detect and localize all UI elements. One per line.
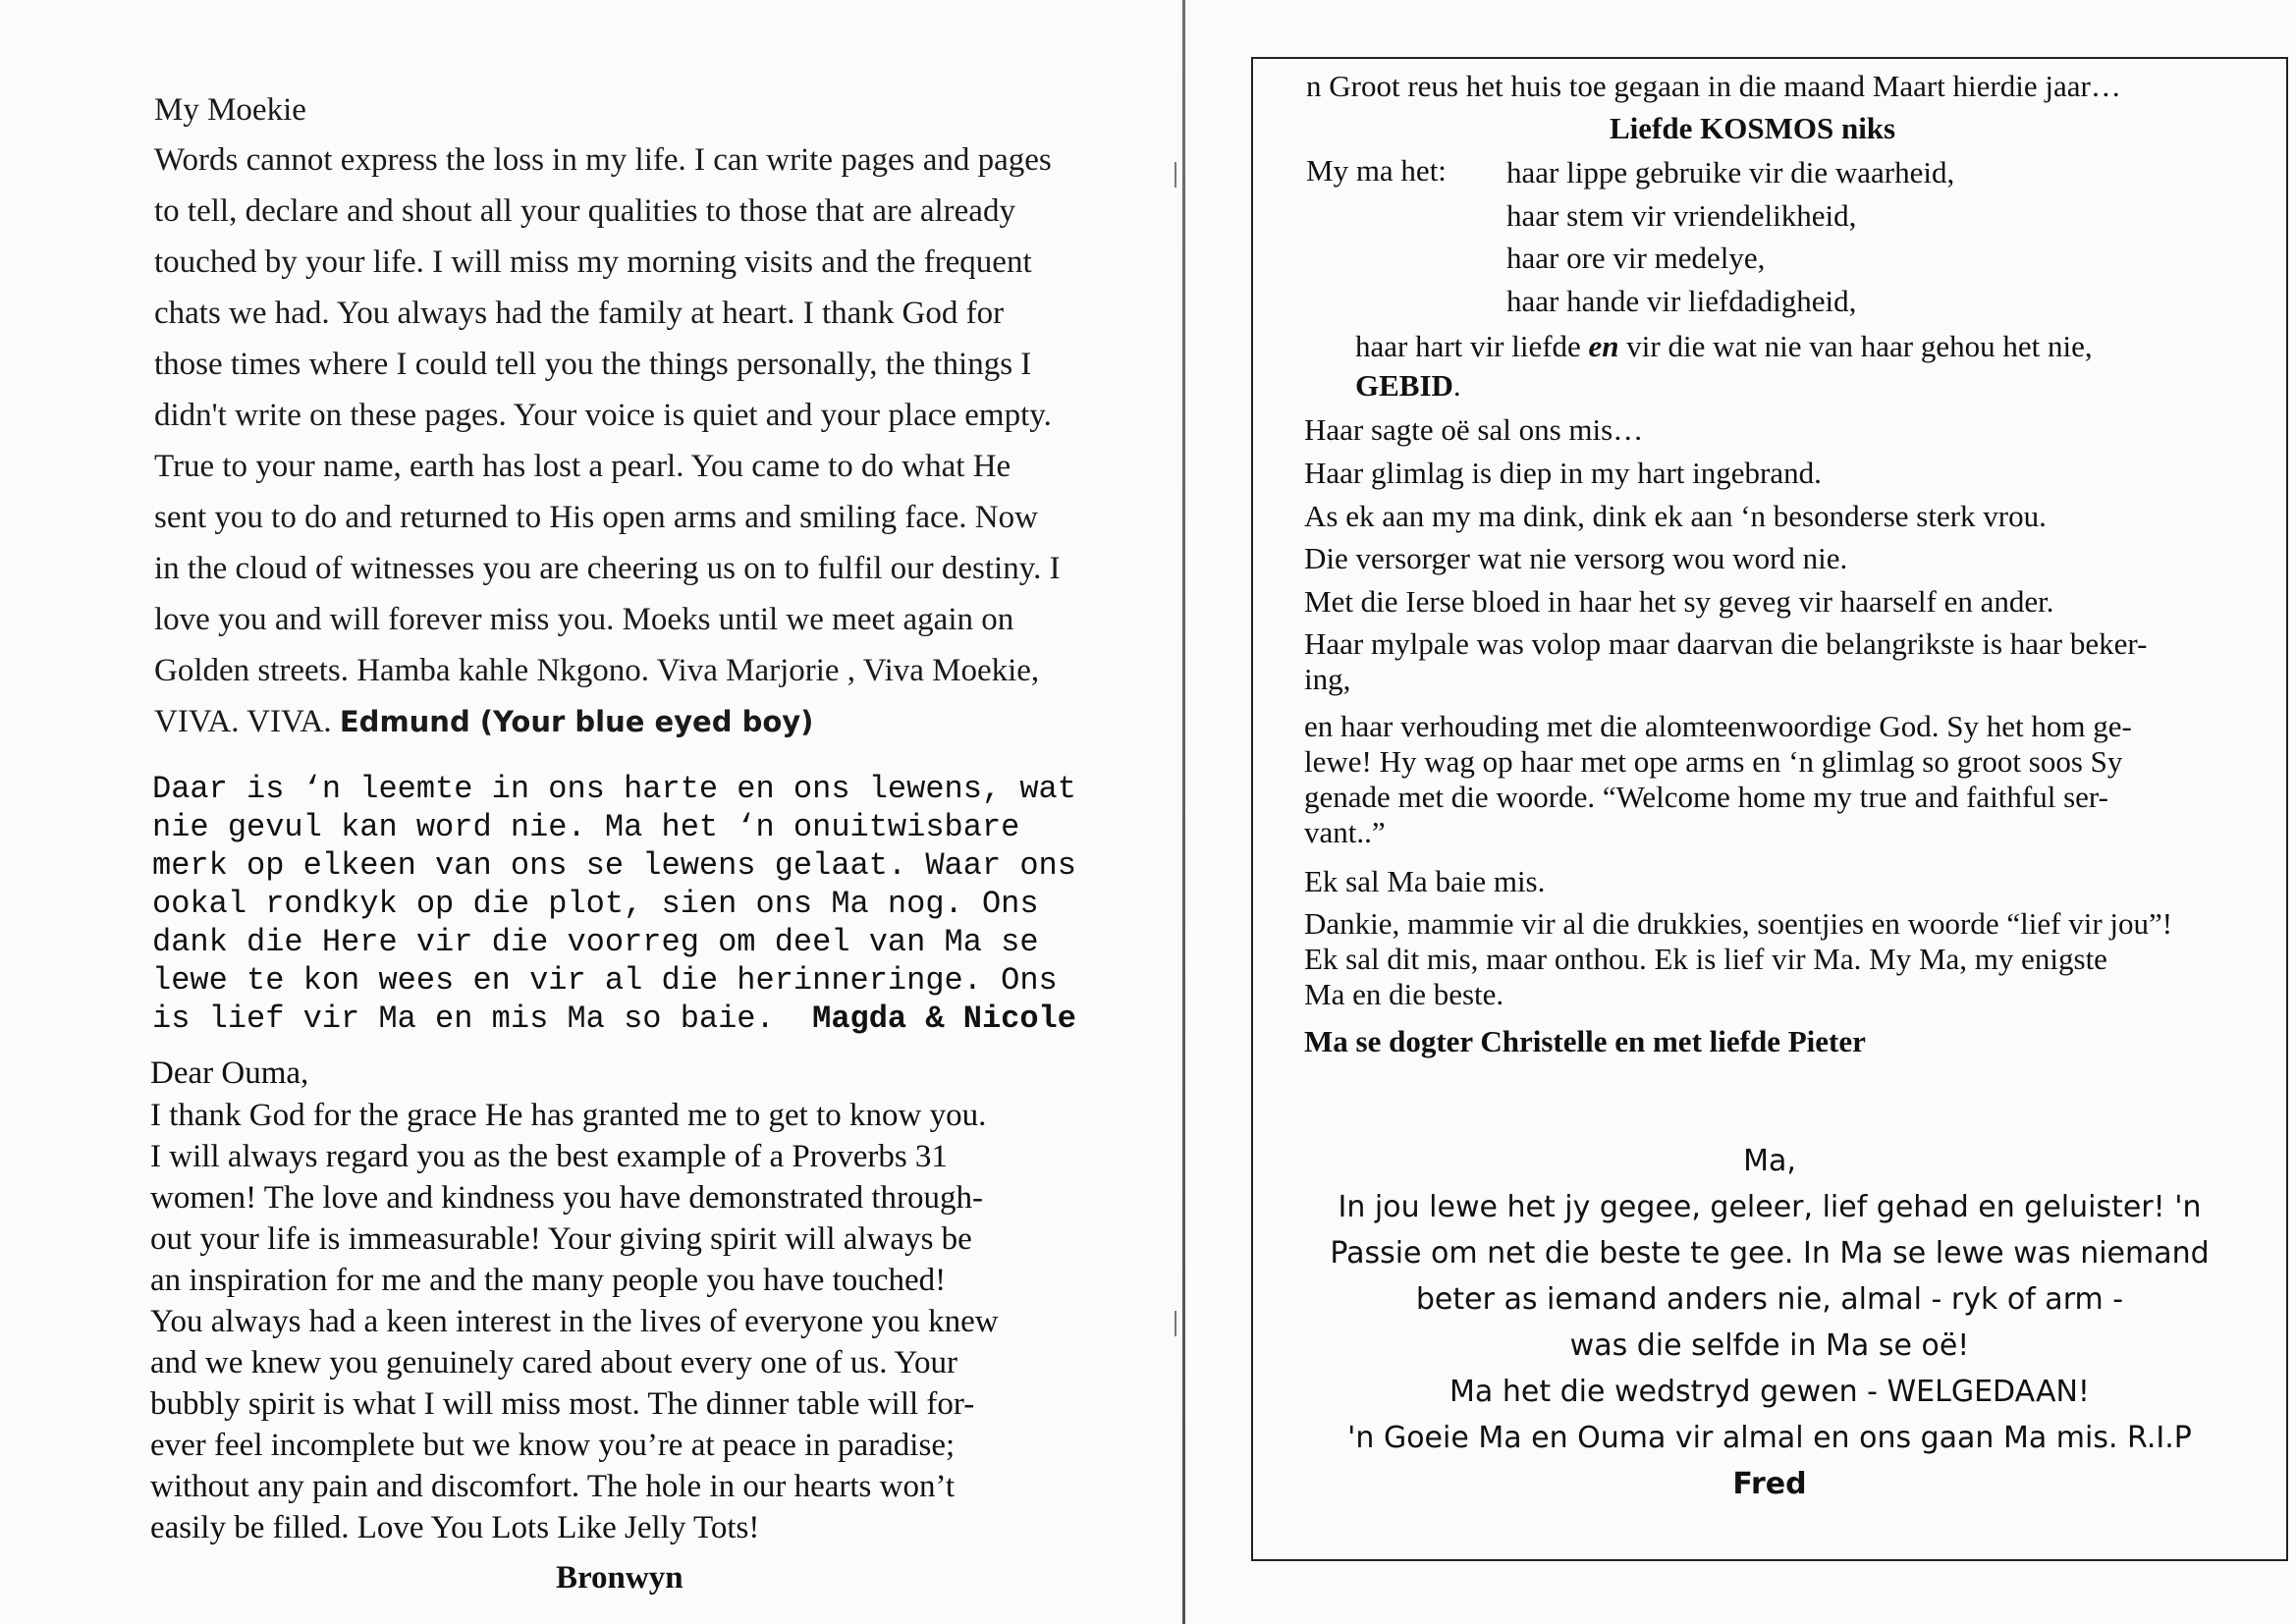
ouma-greeting: Dear Ouma, xyxy=(150,1056,309,1091)
mono-signature: Magda & Nicole xyxy=(812,1001,1076,1037)
intro-line: n Groot reus het huis toe gegaan in die maand Maart hierdie jaar… xyxy=(1306,69,2121,103)
gebid-line xyxy=(1355,368,1461,404)
ouma-line: and we knew you genuinely cared about every one of us. Your xyxy=(150,1345,958,1380)
mono-line: nie gevul kan word nie. Ma het ‘n onuitwisbare xyxy=(152,809,1020,845)
list-item: haar stem vir vriendelikheid, xyxy=(1506,198,1857,233)
ouma-line: without any pain and discomfort. The hole in our hearts won’t xyxy=(150,1469,956,1504)
body-line: vant..” xyxy=(1304,815,1386,849)
ouma-line: easily be filled. Love You Lots Like Jelly Tots! xyxy=(150,1510,760,1545)
list-item: haar ore vir medelye, xyxy=(1506,241,1766,275)
body-line: lewe! Hy wag op haar met ope arms en ‘n glimlag so groot soos Sy xyxy=(1304,744,2123,779)
mono-line: dank die Here vir die voorreg om deel van Ma se xyxy=(152,924,1039,960)
body-line: Haar mylpale was volop maar daarvan die belangrikste is haar beker- xyxy=(1304,626,2148,661)
ouma-line: I will always regard you as the best example of a Proverbs 31 xyxy=(150,1139,948,1174)
hart-line-b: vir die wat nie van haar gehou het nie, xyxy=(1618,329,2093,363)
body-line: Ek sal dit mis, maar onthou. Ek is lief vir Ma. My Ma, my enigste xyxy=(1304,942,2107,976)
list-item: haar lippe gebruike vir die waarheid, xyxy=(1506,155,1955,189)
staple-mark xyxy=(1175,162,1188,188)
body-line: Ek sal Ma baie mis. xyxy=(1304,864,1546,898)
tribute-line-text: VIVA. VIVA. xyxy=(154,704,332,739)
hart-line-a: haar hart vir liefde xyxy=(1355,329,1589,363)
list-label: My ma het: xyxy=(1306,153,1447,188)
body-line: As ek aan my ma dink, dink ek aan ‘n besonderse sterk vrou. xyxy=(1304,499,2047,533)
tribute-line: those times where I could tell you the things personally, the things I xyxy=(154,347,1032,382)
right-bordered-panel xyxy=(1251,57,2288,1561)
tribute-line: in the cloud of witnesses you are cheering us on to fulfil our destiny. I xyxy=(154,551,1061,586)
hart-line-en: en xyxy=(1588,329,1619,363)
staple-mark xyxy=(1175,1311,1188,1336)
body-line: Met die Ierse bloed in haar het sy geveg vir haarself en ander. xyxy=(1304,584,2054,619)
tribute-line: sent you to do and returned to His open arms and smiling face. Now xyxy=(154,500,1038,535)
body-line: Dankie, mammie vir al die drukkies, soentjies en woorde “lief vir jou”! xyxy=(1304,906,2173,941)
tribute-line: love you and will forever miss you. Moeks until we meet again on xyxy=(154,602,1014,637)
body-line: en haar verhouding met die alomteenwoordige God. Sy het hom ge- xyxy=(1304,709,2132,743)
tribute-greeting: My Moekie xyxy=(154,92,306,128)
mono-line: ookal rondkyk op die plot, sien ons Ma nog. Ons xyxy=(152,886,1039,922)
list-item: haar hande vir liefdadigheid, xyxy=(1506,284,1857,318)
tribute-line: True to your name, earth has lost a pearl. You came to do what He xyxy=(154,449,1011,484)
ouma-line: ever feel incomplete but we know you’re at peace in paradise; xyxy=(150,1428,956,1463)
poem-line: Passie om net die beste te gee. In Ma se lewe was niemand xyxy=(1330,1236,2210,1271)
body-line: ing, xyxy=(1304,662,1351,696)
mono-line: merk op elkeen van ons se lewens gelaat. Waar ons xyxy=(152,847,1076,884)
poem-signature: Fred xyxy=(1732,1467,1807,1501)
poem-line: Ma het die wedstryd gewen - WELGEDAAN! xyxy=(1449,1375,2090,1409)
ouma-line: bubbly spirit is what I will miss most. The dinner table will for- xyxy=(150,1386,975,1422)
tribute-line: to tell, declare and shout all your qualities to those that are already xyxy=(154,193,1015,229)
tribute-line: Golden streets. Hamba kahle Nkgono. Viva Marjorie , Viva Moekie, xyxy=(154,653,1040,688)
tribute-line: didn't write on these pages. Your voice is quiet and your place empty. xyxy=(154,398,1052,433)
tribute-line-last xyxy=(154,704,813,740)
ouma-line: an inspiration for me and the many people you have touched! xyxy=(150,1263,947,1298)
tribute-line: chats we had. You always had the family at heart. I thank God for xyxy=(154,296,1005,331)
poem-line: was die selfde in Ma se oë! xyxy=(1569,1328,1970,1363)
body-line: Die versorger wat nie versorg wou word nie. xyxy=(1304,541,1848,575)
gebid-word: GEBID xyxy=(1355,368,1453,403)
gebid-dot: . xyxy=(1452,368,1461,403)
poem-line: In jou lewe het jy gegee, geleer, lief gehad en geluister! 'n xyxy=(1338,1190,2202,1224)
ouma-line: I thank God for the grace He has granted me to get to know you. xyxy=(150,1098,987,1133)
poem-line: Ma, xyxy=(1743,1144,1796,1178)
hart-line xyxy=(1355,329,2093,364)
body-line: Haar glimlag is diep in my hart ingebrand. xyxy=(1304,456,1822,490)
ouma-line: women! The love and kindness you have demonstrated through- xyxy=(150,1180,984,1216)
mono-line-last xyxy=(152,1001,1076,1037)
tribute-signature: Edmund (Your blue eyed boy) xyxy=(339,705,814,738)
mono-line-text: is lief vir Ma en mis Ma so baie. xyxy=(152,1001,775,1037)
body-line: Ma en die beste. xyxy=(1304,977,1504,1011)
body-line: Haar sagte oë sal ons mis… xyxy=(1304,412,1644,447)
tribute-line: Words cannot express the loss in my life. I can write pages and pages xyxy=(154,142,1052,178)
tribute-line: touched by your life. I will miss my morning visits and the frequent xyxy=(154,244,1032,280)
body-line: genade met die woorde. “Welcome home my true and faithful ser- xyxy=(1304,780,2108,814)
page-fold xyxy=(1182,0,1185,1624)
ouma-line: You always had a keen interest in the lives of everyone you knew xyxy=(150,1304,999,1339)
christelle-signature: Ma se dogter Christelle en met liefde Pieter xyxy=(1304,1024,1866,1058)
ouma-line: out your life is immeasurable! Your giving spirit will always be xyxy=(150,1221,972,1257)
mono-line: Daar is ‘n leemte in ons harte en ons lewens, wat xyxy=(152,771,1076,807)
section-heading: Liefde KOSMOS niks xyxy=(1610,111,1896,145)
mono-line: lewe te kon wees en vir al die herinneringe. Ons xyxy=(152,962,1058,999)
poem-line: beter as iemand anders nie, almal - ryk of arm - xyxy=(1415,1282,2124,1317)
poem-line: 'n Goeie Ma en Ouma vir almal en ons gaan Ma mis. R.I.P xyxy=(1347,1421,2192,1455)
ouma-signature: Bronwyn xyxy=(556,1560,683,1596)
